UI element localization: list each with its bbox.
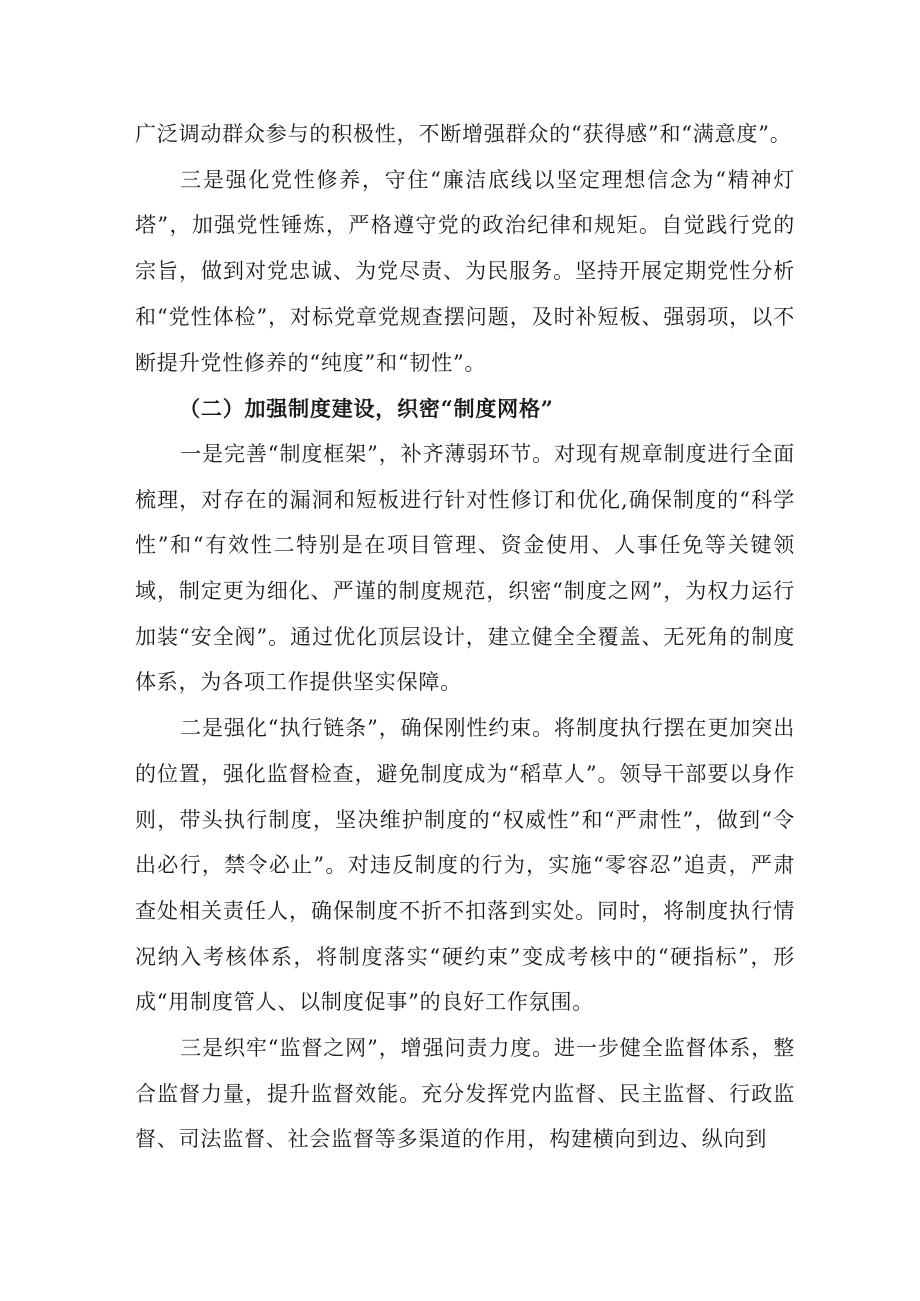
paragraph-institution-framework: 一是完善“制度框架”，补齐薄弱环节。对现有规章制度进行全面梳理，对存在的漏洞和短板进行针对性修订和优化,确保制度的“科学性”和“有效性二特别是在项目管理、资金使用、人事任免等关键领域，制定更为细化、严谨的制度规范，织密“制度之网”，为权力运行加装“安全阀”。通过优化顶层设计，建立健全全覆盖、无死角的制度体系，为各项工作提供坚实保障。 (135, 441, 795, 695)
paragraph-party-spirit: 三是强化党性修养，守住“廉洁底线以坚定理想信念为“精神灯塔”，加强党性锤炼，严格遵守党的政治纪律和规矩。自觉践行党的宗旨，做到对党忠诚、为党尽责、为民服务。坚持开展定期党性分析和“党性体检”，对标党章党规查摆问题，及时补短板、强弱项，以不断提升党性修养的“纯度”和“韧性”。 (135, 167, 795, 375)
paragraph-continuation: 广泛调动群众参与的积极性，不断增强群众的“获得感”和“满意度”。 (135, 122, 792, 146)
document-body (135, 112, 795, 1163)
paragraph-supervision-network: 三是织牢“监督之网”，增强问责力度。进一步健全监督体系，整合监督力量，提升监督效能。充分发挥党内监督、民主监督、行政监督、司法监督、社会监督等多渠道的作用，构建横向到边、纵向到 (135, 1036, 795, 1152)
section-heading-institution-building: （二）加强制度建设，织密“制度网格” (179, 396, 554, 422)
paragraph-execution-chain: 二是强化“执行链条”，确保刚性约束。将制度执行摆在更加突出的位置，强化监督检查，避免制度成为“稻草人”。领导干部要以身作则，带头执行制度，坚决维护制度的“权威性”和“严肃性”，做到“令出必行，禁令必止”。对违反制度的行为，实施“零容忍”追责，严肃查处相关责任人，确保制度不折不扣落到实处。同时，将制度执行情况纳入考核体系，将制度落实“硬约束”变成考核中的“硬指标”，形成“用制度管人、以制度促事”的良好工作氛围。 (135, 716, 795, 1015)
